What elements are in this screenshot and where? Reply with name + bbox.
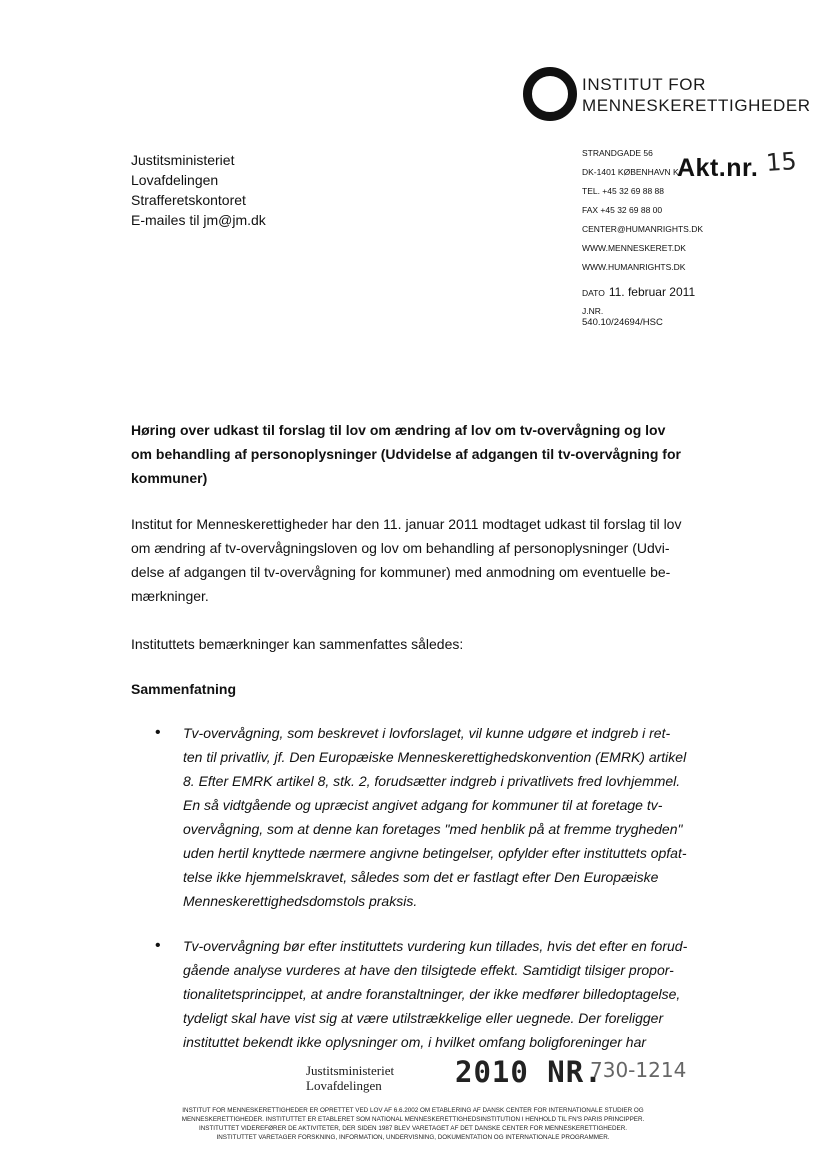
bullet-line: instituttet bekendt ikke oplysninger om, i hvilket omfang boligforeninger har bbox=[183, 1034, 647, 1050]
recipient-line: Strafferetskontoret bbox=[131, 192, 246, 208]
journal-label: J.NR. bbox=[582, 306, 604, 316]
letter-heading bbox=[131, 418, 691, 490]
received-handwritten-number: 730-1214 bbox=[590, 1058, 687, 1082]
summary-bullet-2 bbox=[183, 934, 693, 1054]
footer-line: INSTITUTTET VARETAGER FORSKNING, INFORMATION, UNDERVISNING, DOKUMENTATION OG INTERNATIONALE PROGRAMMER. bbox=[216, 1134, 610, 1141]
recipient-address bbox=[131, 150, 266, 230]
bullet-icon: • bbox=[155, 937, 161, 954]
contact-email: CENTER@HUMANRIGHTS.DK bbox=[582, 224, 704, 234]
bullet-line: En så vidtgående og upræcist angivet adgang for kommuner til at foretage tv- bbox=[183, 797, 663, 813]
contact-web-2: WWW.HUMANRIGHTS.DK bbox=[582, 262, 686, 272]
institute-logo-text bbox=[582, 74, 811, 116]
footer-line: MENNESKERETTIGHEDER. INSTITUTTET ER ETABLERET SOM NATIONAL MENNESKERETTIGHEDSINSTITUTION I HENHOLD TIL FN'S PARIS PRINCIPPER. bbox=[181, 1116, 645, 1123]
received-stamp-line: Lovafdelingen bbox=[306, 1078, 382, 1093]
journal-number bbox=[582, 305, 663, 329]
bullet-line: tionalitetsprincippet, at andre foranstaltninger, der ikke medfører billedoptagelse, bbox=[183, 986, 681, 1002]
date-line bbox=[582, 284, 695, 301]
paragraph-line: om ændring af tv-overvågningsloven og lov om behandling af personoplysninger (Udvi- bbox=[131, 540, 670, 556]
received-stamp-line: Justitsministeriet bbox=[306, 1063, 395, 1078]
bullet-line: Tv-overvågning, som beskrevet i lovforslaget, vil kunne udgøre et indgreb i ret- bbox=[183, 725, 671, 741]
institute-logo-ring-icon bbox=[523, 67, 577, 121]
footer-line: INSTITUT FOR MENNESKERETTIGHEDER ER OPRETTET VED LOV AF 6.6.2002 OM ETABLERING AF DANSK CENTER FOR INTERNATIONALE STUDIER OG bbox=[182, 1107, 644, 1114]
bullet-line: overvågning, som at denne kan foretages "med henblik på at fremme trygheden" bbox=[183, 821, 683, 837]
bullet-line: Menneskerettighedsdomstols praksis. bbox=[183, 893, 418, 909]
contact-city: DK-1401 KØBENHAVN K bbox=[582, 167, 679, 177]
bullet-line: Tv-overvågning bør efter instituttets vurdering kun tillades, hvis det efter en forud- bbox=[183, 938, 688, 954]
logo-line-1: INSTITUT FOR bbox=[582, 75, 706, 94]
heading-line: kommuner) bbox=[131, 470, 208, 486]
recipient-line: Justitsministeriet bbox=[131, 152, 235, 168]
contact-tel: TEL. +45 32 69 88 88 bbox=[582, 186, 664, 196]
contact-address: STRANDGADE 56 bbox=[582, 148, 653, 158]
paragraph-line: mærkninger. bbox=[131, 588, 209, 604]
recipient-email: E-mailes til jm@jm.dk bbox=[131, 212, 266, 228]
paragraph-line: delse af adgangen til tv-overvågning for kommuner) med anmodning om eventuelle be- bbox=[131, 564, 671, 580]
journal-value: 540.10/24694/HSC bbox=[582, 317, 663, 328]
heading-line: om behandling af personoplysninger (Udvidelse af adgangen til tv-overvågning for bbox=[131, 446, 681, 462]
bullet-line: gående analyse vurderes at have den tilsigtede effekt. Samtidigt tilsiger propor- bbox=[183, 962, 674, 978]
intro-paragraph bbox=[131, 512, 691, 608]
bullet-line: uden hertil knyttede nærmere angivne betingelser, opfylder efter instituttets opfat- bbox=[183, 845, 687, 861]
date-label: DATO bbox=[582, 288, 605, 298]
bullet-line: ten til privatliv, jf. Den Europæiske Menneskerettighedskonvention (EMRK) artikel bbox=[183, 749, 687, 765]
recipient-line: Lovafdelingen bbox=[131, 172, 219, 188]
contact-web-1: WWW.MENNESKERET.DK bbox=[582, 243, 686, 253]
paragraph-line: Institut for Menneskerettigheder har den 11. januar 2011 modtaget udkast til forslag til lov bbox=[131, 516, 682, 532]
akt-nr-handwritten: 15 bbox=[765, 146, 798, 178]
summary-bullet-1 bbox=[183, 721, 693, 913]
logo-line-2: MENNESKERETTIGHEDER bbox=[582, 96, 811, 115]
received-stamp bbox=[306, 1063, 394, 1093]
akt-nr-stamp: Akt.nr. bbox=[677, 154, 759, 182]
bullet-icon: • bbox=[155, 724, 161, 741]
bullet-line: 8. Efter EMRK artikel 8, stk. 2, forudsætter indgreb i privatlivets fred lovhjemmel. bbox=[183, 773, 681, 789]
bullet-line: telse ikke hjemmelskravet, således som det er fastlagt efter Den Europæiske bbox=[183, 869, 659, 885]
date-value: 11. februar 2011 bbox=[608, 285, 696, 299]
letter-footer bbox=[148, 1106, 678, 1142]
summary-intro-paragraph: Instituttets bemærkninger kan sammenfattes således: bbox=[131, 636, 464, 652]
bullet-line: tydeligt skal have vist sig at være utilstrækkelige eller uegnede. Der foreligger bbox=[183, 1010, 664, 1026]
section-title: Sammenfatning bbox=[131, 681, 237, 697]
received-stamp-number: 2010 NR. bbox=[455, 1055, 603, 1089]
contact-fax: FAX +45 32 69 88 00 bbox=[582, 205, 663, 215]
heading-line: Høring over udkast til forslag til lov om ændring af lov om tv-overvågning og lov bbox=[131, 422, 666, 438]
footer-line: INSTITUTTET VIDEREFØRER DE AKTIVITETER, DER SIDEN 1987 BLEV VARETAGET AF DET DANSKE CENTER FOR MENNESKERETTIGHEDER. bbox=[198, 1125, 628, 1132]
